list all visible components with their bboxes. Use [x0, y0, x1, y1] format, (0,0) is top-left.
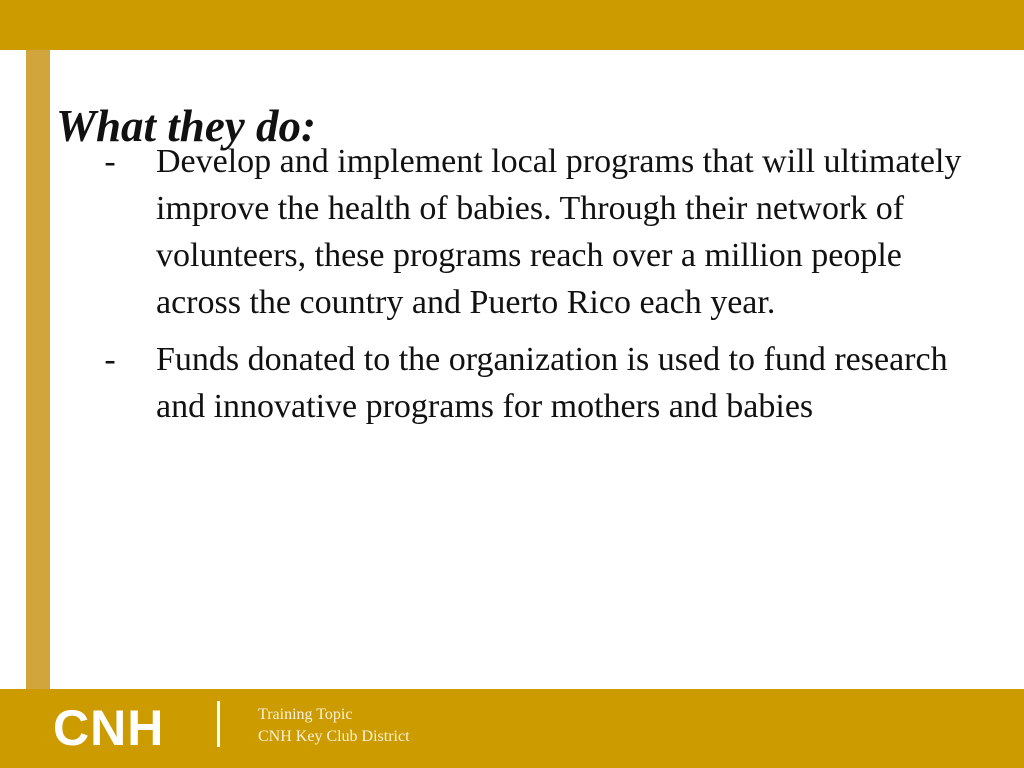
bullet-list	[100, 138, 980, 440]
bullet-dash: -	[104, 143, 116, 180]
bullet-item-programs	[100, 138, 980, 326]
cnh-logo: CNH	[53, 700, 165, 756]
bullet-text: Funds donated to the organization is used to fund research and innovative programs for mothers and babies	[156, 341, 948, 425]
footer-divider	[217, 701, 220, 747]
footer-caption	[258, 704, 410, 748]
top-accent-bar	[0, 0, 1024, 50]
slide-title: What they do:	[56, 101, 317, 152]
bullet-item-funds	[100, 336, 980, 430]
left-accent-bar	[26, 50, 50, 690]
bullet-text: Develop and implement local programs that will ultimately improve the health of babies. Through their network of volunteers, these programs reach over a million people across the country and Puerto Rico each year.	[156, 143, 962, 321]
bullet-dash: -	[104, 341, 116, 378]
footer-line-training-topic: Training Topic	[258, 706, 353, 723]
footer-line-district: CNH Key Club District	[258, 728, 410, 745]
